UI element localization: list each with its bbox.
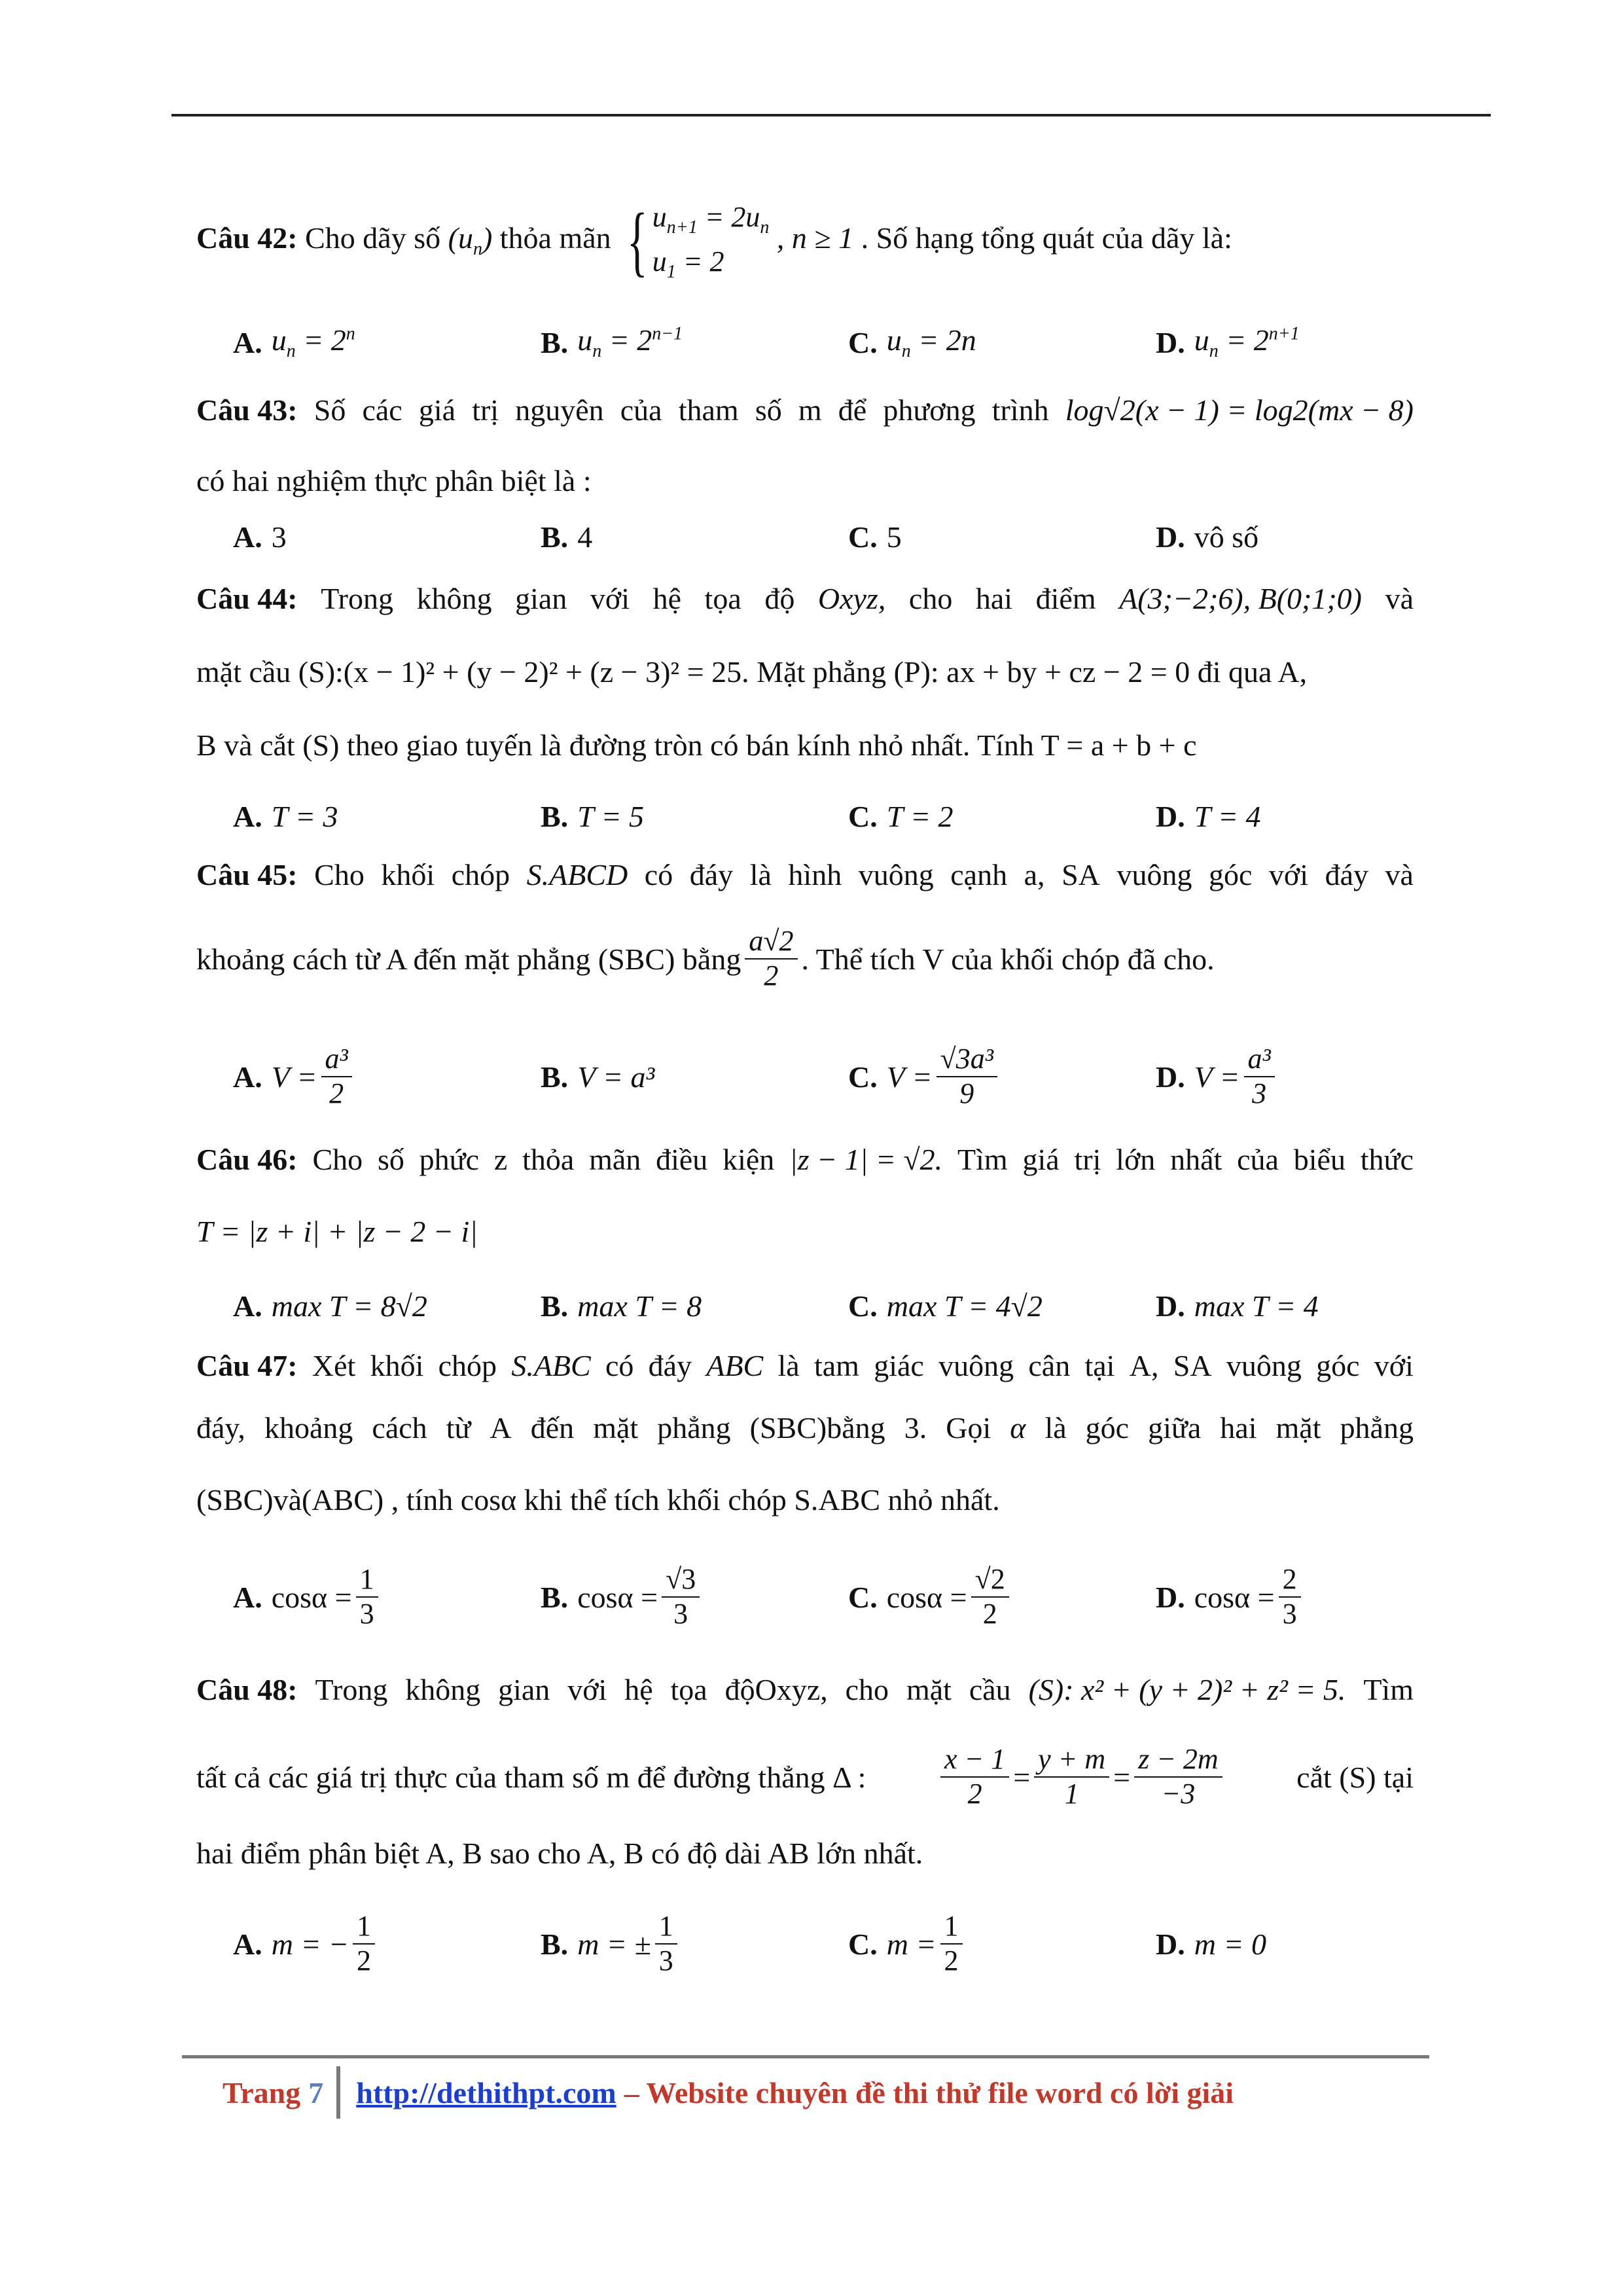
option-a[interactable]: A. T = 3 <box>233 799 338 833</box>
question-45: Câu 45: Cho khối chóp S.ABCD có đáy là hình vuông cạnh a, SA vuông góc với đáy và <box>196 858 1414 891</box>
option-b[interactable]: B. m = ± $\frac{1}{3}$ <box>541 1901 681 1986</box>
option-b[interactable]: B. max T = 8 <box>541 1289 702 1323</box>
recurrence-system: { $u_{n+1} = 2u_n$ $u_1 = 2$ <box>627 197 770 285</box>
question-43-options <box>233 507 1414 566</box>
question-46-label: Câu 46: <box>196 1143 298 1176</box>
question-47-line3: (SBC)và(ABC) , tính cosα khi thể tích khối chóp S.ABC nhỏ nhất. <box>196 1483 1000 1516</box>
question-47-line2: đáy, khoảng cách từ A đến mặt phẳng (SBC)bằng 3. Gọi α là góc giữa hai mặt phẳng <box>196 1411 1414 1444</box>
option-c[interactable]: C. V = $\frac{\text{√3a³}}{9}$ <box>848 1037 1001 1116</box>
question-42-text: Cho dãy số <box>305 221 441 255</box>
footer-tagline: – Website chuyên đề thi thử file word có lời giải <box>624 2075 1234 2109</box>
question-46-options <box>233 1276 1414 1335</box>
option-a[interactable]: A. cosα = $\frac{1}{3}$ <box>233 1558 382 1636</box>
option-d[interactable]: D. vô số <box>1156 520 1259 554</box>
page-footer <box>223 2070 1234 2115</box>
question-45-label: Câu 45: <box>196 858 298 891</box>
question-45-line2: khoảng cách từ A đến mặt phẳng (SBC) bằng $\frac{a√2}{2}$ . Thể tích V của khối chóp đã cho. <box>196 925 1215 992</box>
option-d[interactable]: D. max T = 4 <box>1156 1289 1319 1323</box>
question-48-line3: hai điểm phân biệt A, B sao cho A, B có độ dài AB lớn nhất. <box>196 1837 923 1870</box>
option-a[interactable]: A. 3 <box>233 520 287 554</box>
option-c[interactable]: C. cosα = $\frac{√2}{2}$ <box>848 1558 1013 1636</box>
question-48: Câu 48: Trong không gian với hệ tọa độOxyz, cho mặt cầu (S): x² + (y + 2)² + z² = 5. Tìm <box>196 1673 1414 1706</box>
option-c[interactable]: C. T = 2 <box>848 799 954 833</box>
option-a[interactable]: A. max T = 8√2 <box>233 1289 427 1323</box>
option-d[interactable]: D. m = 0 <box>1156 1927 1266 1961</box>
option-a[interactable]: A. V = $\frac{\text{a³}}{2}$ <box>233 1037 356 1116</box>
question-46-expression: T = |z + i| + |z − 2 − i| <box>196 1215 478 1248</box>
question-42-label: Câu 42: <box>196 221 298 255</box>
option-c[interactable]: C. $u_n = 2n$ <box>848 323 976 362</box>
footer-page-number: 7 <box>308 2075 324 2109</box>
question-46: Câu 46: Cho số phức z thỏa mãn điều kiện |z − 1| = √2. Tìm giá trị lớn nhất của biểu thức <box>196 1143 1414 1176</box>
question-44: Câu 44: Trong không gian với hệ tọa độ Oxyz, cho hai điểm A(3;−2;6), B(0;1;0) và <box>196 582 1414 615</box>
option-c[interactable]: C. m = $\frac{1}{2}$ <box>848 1901 967 1986</box>
question-42-options <box>233 313 1414 372</box>
line-equation: $\frac{x - 1}{2}$ = $\frac{y + m}{1}$ = $\frac{z - 2m}{-3}$ <box>936 1743 1226 1810</box>
option-b[interactable]: B. cosα = $\frac{√3}{3}$ <box>541 1558 704 1636</box>
footer-page-label: Trang <box>223 2075 301 2109</box>
question-44-label: Câu 44: <box>196 582 298 615</box>
question-48-label: Câu 48: <box>196 1673 298 1706</box>
option-d[interactable]: D. T = 4 <box>1156 799 1261 833</box>
option-b[interactable]: B. 4 <box>541 520 593 554</box>
option-b[interactable]: B. V = a³ <box>541 1060 655 1094</box>
sequence-symbol: $(u_n)$ <box>448 221 493 260</box>
option-a[interactable]: A. $u_n = 2^n$ <box>233 323 355 362</box>
option-d[interactable]: D. $u_n = 2^{n+1}$ <box>1156 323 1300 362</box>
option-d[interactable]: D. cosα = $\frac{2}{3}$ <box>1156 1558 1305 1636</box>
question-48-options <box>233 1901 1414 1986</box>
question-45-options <box>233 1037 1414 1116</box>
option-d[interactable]: D. V = $\frac{\text{a³}}{3}$ <box>1156 1037 1279 1116</box>
question-44-line2: mặt cầu (S):(x − 1)² + (y − 2)² + (z − 3)² = 25. Mặt phẳng (P): ax + by + cz − 2 = 0 đi qua A, <box>196 655 1308 689</box>
question-43: Câu 43: Số các giá trị nguyên của tham số m để phương trình log√2(x − 1) = log2(mx − 8) <box>196 393 1414 427</box>
footer-divider <box>336 2066 340 2119</box>
option-b[interactable]: B. T = 5 <box>541 799 644 833</box>
question-44-line3: B và cắt (S) theo giao tuyến là đường tròn có bán kính nhỏ nhất. Tính T = a + b + c <box>196 728 1197 762</box>
option-c[interactable]: C. max T = 4√2 <box>848 1289 1043 1323</box>
distance-fraction: $\frac{a√2}{2}$ <box>745 925 797 992</box>
question-44-options <box>233 787 1414 846</box>
question-47-options <box>233 1558 1414 1636</box>
question-48-line2: tất cả các giá trị thực của tham số m để đường thẳng Δ : $\frac{x - 1}{2}$ = $\frac{y + m}{1}$ = $\frac{z - 2m}{-3}$ cắt (S) tại <box>196 1743 1414 1810</box>
top-rule <box>171 114 1491 117</box>
question-43-label: Câu 43: <box>196 393 298 427</box>
option-c[interactable]: C. 5 <box>848 520 902 554</box>
footer-rule <box>182 2055 1429 2058</box>
question-42: Câu 42: Cho dãy số $(u_n)$ thỏa mãn { $u_{n+1} = 2u_n$ $u_1 = 2$ , n ≥ 1 . Số hạng tổng quát của dãy là: <box>196 196 1232 286</box>
option-b[interactable]: B. $u_n = 2^{n-1}$ <box>541 323 683 362</box>
footer-link[interactable]: http://dethithpt.com <box>356 2075 616 2109</box>
question-47: Câu 47: Xét khối chóp S.ABC có đáy ABC là tam giác vuông cân tại A, SA vuông góc với <box>196 1349 1414 1382</box>
question-47-label: Câu 47: <box>196 1349 298 1382</box>
option-a[interactable]: A. m = − $\frac{1}{2}$ <box>233 1901 379 1986</box>
question-43-line2: có hai nghiệm thực phân biệt là : <box>196 464 592 497</box>
